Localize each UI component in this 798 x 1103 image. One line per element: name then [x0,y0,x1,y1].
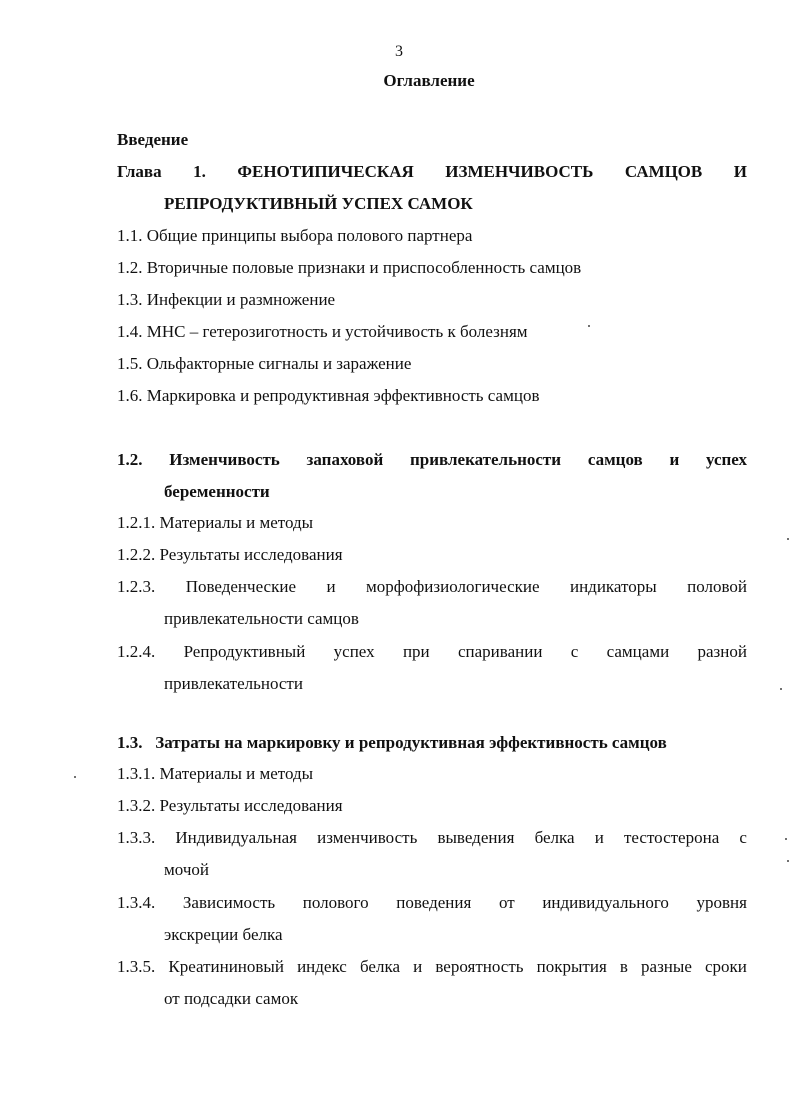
toc-item: 1.3.2. Результаты исследования [117,796,343,815]
item-word: Поведенческие [185,577,296,596]
heading-word: 1. [193,162,206,181]
toc-item-cont: от подсадки самок [164,989,299,1008]
page-number: 3 [395,43,403,60]
heading-word: привлекательности [409,450,562,469]
item-word: спаривании [457,642,543,661]
toc-item-cont: экскреции белка [164,925,283,944]
item-word: самцами [606,642,670,661]
item-word: белка [359,957,400,976]
item-word: Индивидуальная [175,828,297,847]
item-word: половой [687,577,747,596]
item-word: разные [641,957,692,976]
toc-item: 1.1. Общие принципы выбора полового партнера [117,226,473,245]
toc-item: 1.6. Маркировка и репродуктивная эффективность самцов [117,386,540,405]
item-word: Зависимость [182,893,276,912]
item-word: от [498,893,515,912]
scan-speck [787,860,789,862]
heading-word: и [669,450,680,469]
toc-item [117,577,747,597]
chapter-heading-cont: РЕПРОДУКТИВНЫЙ УСПЕХ САМОК [164,194,473,213]
heading-word: 1.2. [117,450,143,469]
section-heading-cont: беременности [164,482,270,501]
item-word: Креатининовый [168,957,284,976]
section-heading: 1.3. Затраты на маркировку и репродуктивная эффективность самцов [117,733,667,752]
item-word: полового [302,893,369,912]
heading-word: САМЦОВ [624,162,703,181]
page-title: Оглавление [383,71,475,90]
item-word: при [402,642,430,661]
item-word: уровня [696,893,747,912]
section-heading [117,450,747,470]
intro-heading: Введение [117,130,189,149]
scan-speck [74,776,76,778]
heading-word: Глава [117,162,162,181]
toc-item-cont: привлекательности самцов [164,609,359,628]
toc-item: 1.3. Инфекции и размножение [117,290,336,309]
item-word: Репродуктивный [183,642,306,661]
item-word: изменчивость [317,828,418,847]
chapter-heading [117,162,747,182]
toc-item [117,893,747,913]
item-word: с [570,642,579,661]
toc-item: 1.3.1. Материалы и методы [117,764,314,783]
toc-item [117,957,747,977]
item-word: индикаторы [569,577,657,596]
scan-speck [588,325,590,327]
toc-item: 1.2.2. Результаты исследования [117,545,343,564]
item-word: морфофизиологические [366,577,540,596]
item-word: успех [333,642,375,661]
item-word: и [594,828,604,847]
heading-word: самцов [587,450,643,469]
item-word: тестостерона [624,828,720,847]
heading-word: запаховой [306,450,384,469]
toc-item-cont: мочой [164,860,209,879]
toc-item: 1.5. Ольфакторные сигналы и заражение [117,354,412,373]
item-word: и [326,577,336,596]
item-word: в [619,957,628,976]
item-word: индекс [297,957,347,976]
item-word: поведения [396,893,472,912]
scan-speck [780,688,782,690]
item-word: и [413,957,423,976]
item-word: 1.3.5. [117,957,156,976]
item-word: выведения [437,828,515,847]
toc-item [117,828,747,848]
heading-word: ИЗМЕНЧИВОСТЬ [445,162,594,181]
item-word: покрытия [536,957,607,976]
heading-word: ФЕНОТИПИЧЕСКАЯ [237,162,414,181]
toc-item-cont: привлекательности [164,674,303,693]
toc-item: 1.2.1. Материалы и методы [117,513,314,532]
item-word: индивидуального [542,893,669,912]
item-word: с [739,828,747,847]
scan-speck [785,838,787,840]
toc-item: 1.2. Вторичные половые признаки и приспособленность самцов [117,258,582,277]
heading-word: И [733,162,747,181]
item-word: вероятность [435,957,524,976]
heading-word: успех [705,450,747,469]
item-word: 1.2.4. [117,642,156,661]
item-word: 1.2.3. [117,577,156,596]
item-word: белка [534,828,575,847]
toc-item [117,642,747,662]
heading-word: Изменчивость [169,450,280,469]
toc-item: 1.4. МНС – гетерозиготность и устойчивость к болезням [117,322,528,341]
scan-speck [787,538,789,540]
item-word: разной [697,642,747,661]
item-word: сроки [705,957,747,976]
item-word: 1.3.3. [117,828,156,847]
item-word: 1.3.4. [117,893,156,912]
